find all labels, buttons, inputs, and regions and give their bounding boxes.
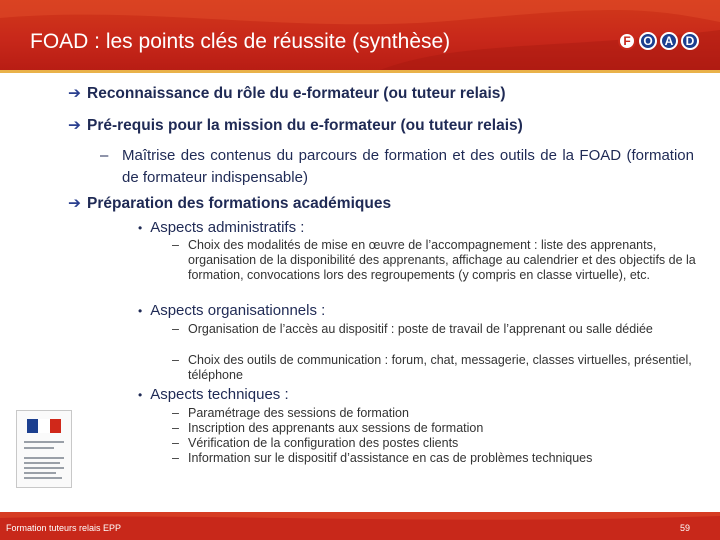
- point-recognition-text: Reconnaissance du rôle du e-formateur (ou tuteur relais): [87, 85, 506, 102]
- admin-aspects-item: [172, 238, 702, 283]
- prerequisite-detail: [100, 145, 694, 189]
- point-prerequisites: [68, 116, 523, 135]
- dash-bullet: –: [172, 238, 179, 252]
- tech-aspects-item: [172, 436, 702, 451]
- tech-aspects-item: [172, 406, 702, 421]
- admin-aspects-item-text: Choix des modalités de mise en œuvre de l’accompagnement : liste des apprenants, organisation de la disponibilité des apprenants, affichage au calendrier et des objectifs de la formation, convocations lors des regroupements (y compris en classe virtuelle), etc.: [188, 238, 696, 282]
- logo-letter-o: O: [639, 32, 657, 50]
- point-preparation-text: Préparation des formations académiques: [87, 195, 392, 212]
- org-aspects-heading: [138, 302, 325, 319]
- logo-letter-f: F: [618, 32, 636, 50]
- tech-aspects-item-text: Vérification de la configuration des postes clients: [188, 436, 459, 450]
- dash-bullet: –: [172, 406, 179, 420]
- tech-aspects-item-text: Paramétrage des sessions de formation: [188, 406, 409, 420]
- point-prerequisites-text: Pré-requis pour la mission du e-formateur (ou tuteur relais): [87, 117, 523, 134]
- point-preparation: [68, 194, 391, 213]
- logo-letter-d: D: [681, 32, 699, 50]
- tech-aspects-title: Aspects techniques :: [150, 386, 289, 403]
- org-aspects-item-text: Organisation de l’accès au dispositif : poste de travail de l’apprenant ou salle dédiée: [188, 322, 653, 336]
- arrow-bullet-icon: ➔: [68, 85, 81, 102]
- arrow-bullet-icon: ➔: [68, 117, 81, 134]
- dash-bullet: –: [172, 353, 179, 367]
- org-aspects-item: [172, 322, 702, 337]
- prerequisite-detail-text: Maîtrise des contenus du parcours de formation et des outils de la FOAD (formation de formateur indispensable): [122, 147, 694, 186]
- arrow-bullet-icon: ➔: [68, 195, 81, 212]
- org-aspects-item-text: Choix des outils de communication : forum, chat, messagerie, classes virtuelles, présentiel, téléphone: [188, 353, 692, 382]
- tech-aspects-heading: [138, 386, 289, 403]
- tech-aspects-item-text: Inscription des apprenants aux sessions de formation: [188, 421, 484, 435]
- slide-title: FOAD : les points clés de réussite (synthèse): [30, 30, 451, 53]
- dot-bullet: •: [138, 221, 143, 235]
- republique-francaise-emblem: [16, 410, 72, 488]
- org-aspects-item: [172, 353, 702, 383]
- dash-bullet: –: [172, 436, 179, 450]
- tech-aspects-item: [172, 421, 702, 436]
- admin-aspects-heading: [138, 219, 304, 236]
- tech-aspects-item-text: Information sur le dispositif d’assistance en cas de problèmes techniques: [188, 451, 593, 465]
- dot-bullet: •: [138, 388, 143, 402]
- admin-aspects-title: Aspects administratifs :: [150, 219, 305, 236]
- page-number: 59: [680, 523, 691, 533]
- point-recognition: [68, 84, 506, 103]
- dash-bullet: –: [100, 147, 109, 164]
- logo-letter-a: A: [660, 32, 678, 50]
- org-aspects-title: Aspects organisationnels :: [150, 302, 326, 319]
- french-flag-icon: [27, 419, 61, 433]
- dot-bullet: •: [138, 304, 143, 318]
- tech-aspects-item: [172, 451, 702, 466]
- dash-bullet: –: [172, 451, 179, 465]
- dash-bullet: –: [172, 322, 179, 336]
- dash-bullet: –: [172, 421, 179, 435]
- footer-text: Formation tuteurs relais EPP: [6, 523, 122, 533]
